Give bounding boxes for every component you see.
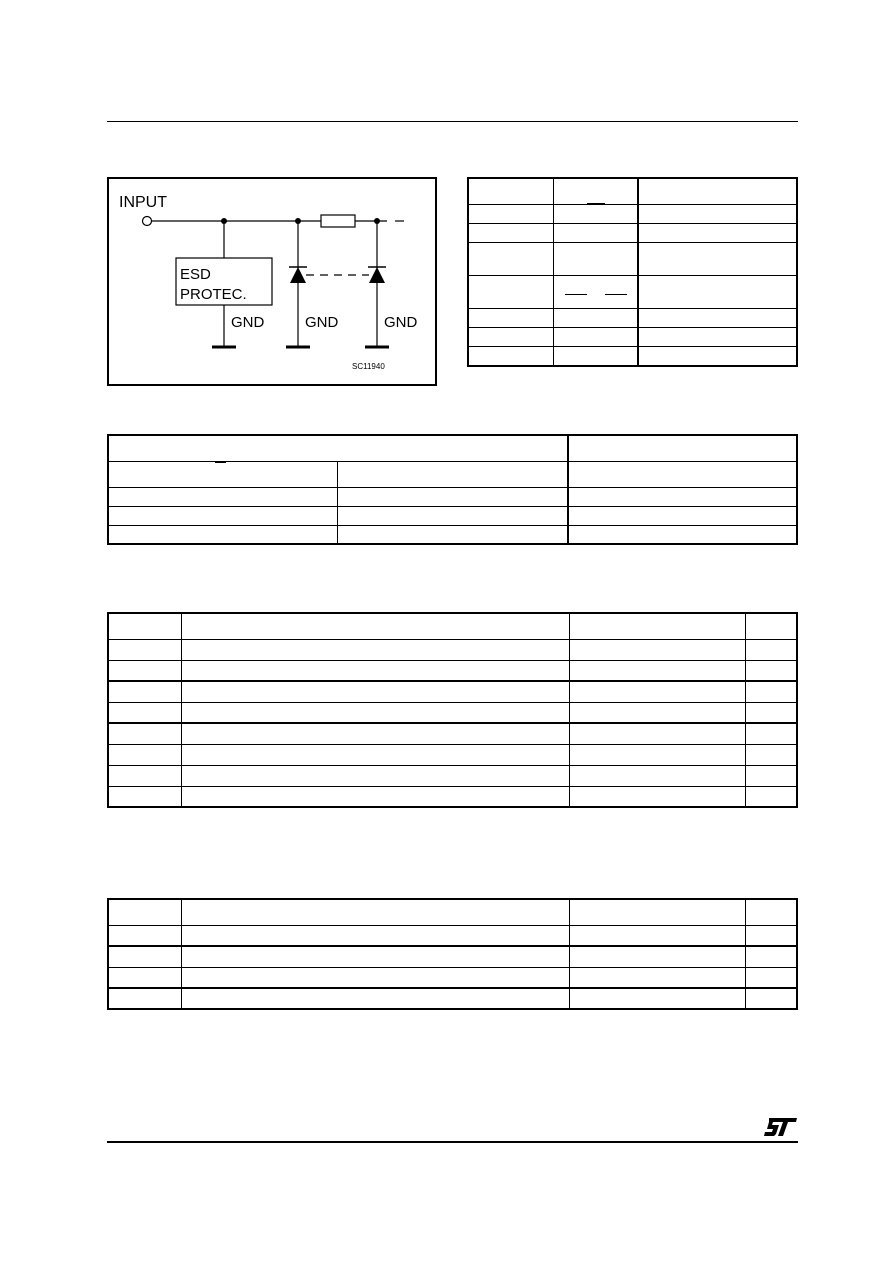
table-row bbox=[108, 613, 797, 639]
header-rule bbox=[107, 121, 798, 122]
circuit-svg bbox=[109, 179, 435, 384]
table-row bbox=[108, 487, 797, 506]
table-row bbox=[108, 681, 797, 702]
table-row bbox=[108, 988, 797, 1009]
table-row bbox=[468, 204, 797, 223]
diode-1-icon bbox=[289, 267, 307, 283]
selection-table bbox=[107, 434, 798, 545]
figure-code: SC11940 bbox=[352, 362, 385, 371]
table-row bbox=[468, 275, 797, 308]
table-row bbox=[108, 765, 797, 786]
esd-label-line1: ESD bbox=[180, 266, 211, 283]
esd-circuit-diagram bbox=[107, 177, 437, 386]
overbar-mark bbox=[587, 203, 605, 204]
overbar-mark bbox=[587, 327, 605, 328]
table-row bbox=[468, 308, 797, 327]
gnd-label: GND bbox=[384, 314, 418, 331]
table-row bbox=[468, 242, 797, 275]
table-row bbox=[108, 506, 797, 525]
pin-table bbox=[467, 177, 798, 367]
parameter-table-1 bbox=[107, 612, 798, 808]
table-row bbox=[108, 461, 797, 487]
table-row bbox=[468, 327, 797, 346]
table-row bbox=[108, 967, 797, 988]
overbar-mark bbox=[565, 294, 587, 295]
table-row bbox=[108, 525, 797, 544]
parameter-table-2 bbox=[107, 898, 798, 1010]
table-row bbox=[108, 786, 797, 807]
table-row bbox=[108, 660, 797, 681]
table-row bbox=[468, 346, 797, 366]
overbar-mark bbox=[605, 294, 627, 295]
resistor-icon bbox=[321, 215, 355, 227]
diode-2-icon bbox=[368, 267, 386, 283]
table-row bbox=[108, 723, 797, 744]
table-row bbox=[108, 946, 797, 967]
table-row bbox=[468, 223, 797, 242]
table-row bbox=[468, 178, 797, 204]
gnd-label: GND bbox=[231, 314, 265, 331]
table-row bbox=[108, 925, 797, 946]
esd-label-line2: PROTEC. bbox=[180, 286, 247, 303]
table-row bbox=[108, 899, 797, 925]
footer-rule bbox=[107, 1141, 798, 1143]
st-logo-icon bbox=[763, 1116, 798, 1138]
table-row bbox=[108, 639, 797, 660]
input-terminal-icon bbox=[143, 217, 152, 226]
table-row bbox=[108, 744, 797, 765]
table-row bbox=[108, 702, 797, 723]
table-row bbox=[108, 435, 797, 461]
overbar-mark bbox=[215, 462, 226, 463]
gnd-label: GND bbox=[305, 314, 339, 331]
input-label: INPUT bbox=[119, 194, 167, 211]
